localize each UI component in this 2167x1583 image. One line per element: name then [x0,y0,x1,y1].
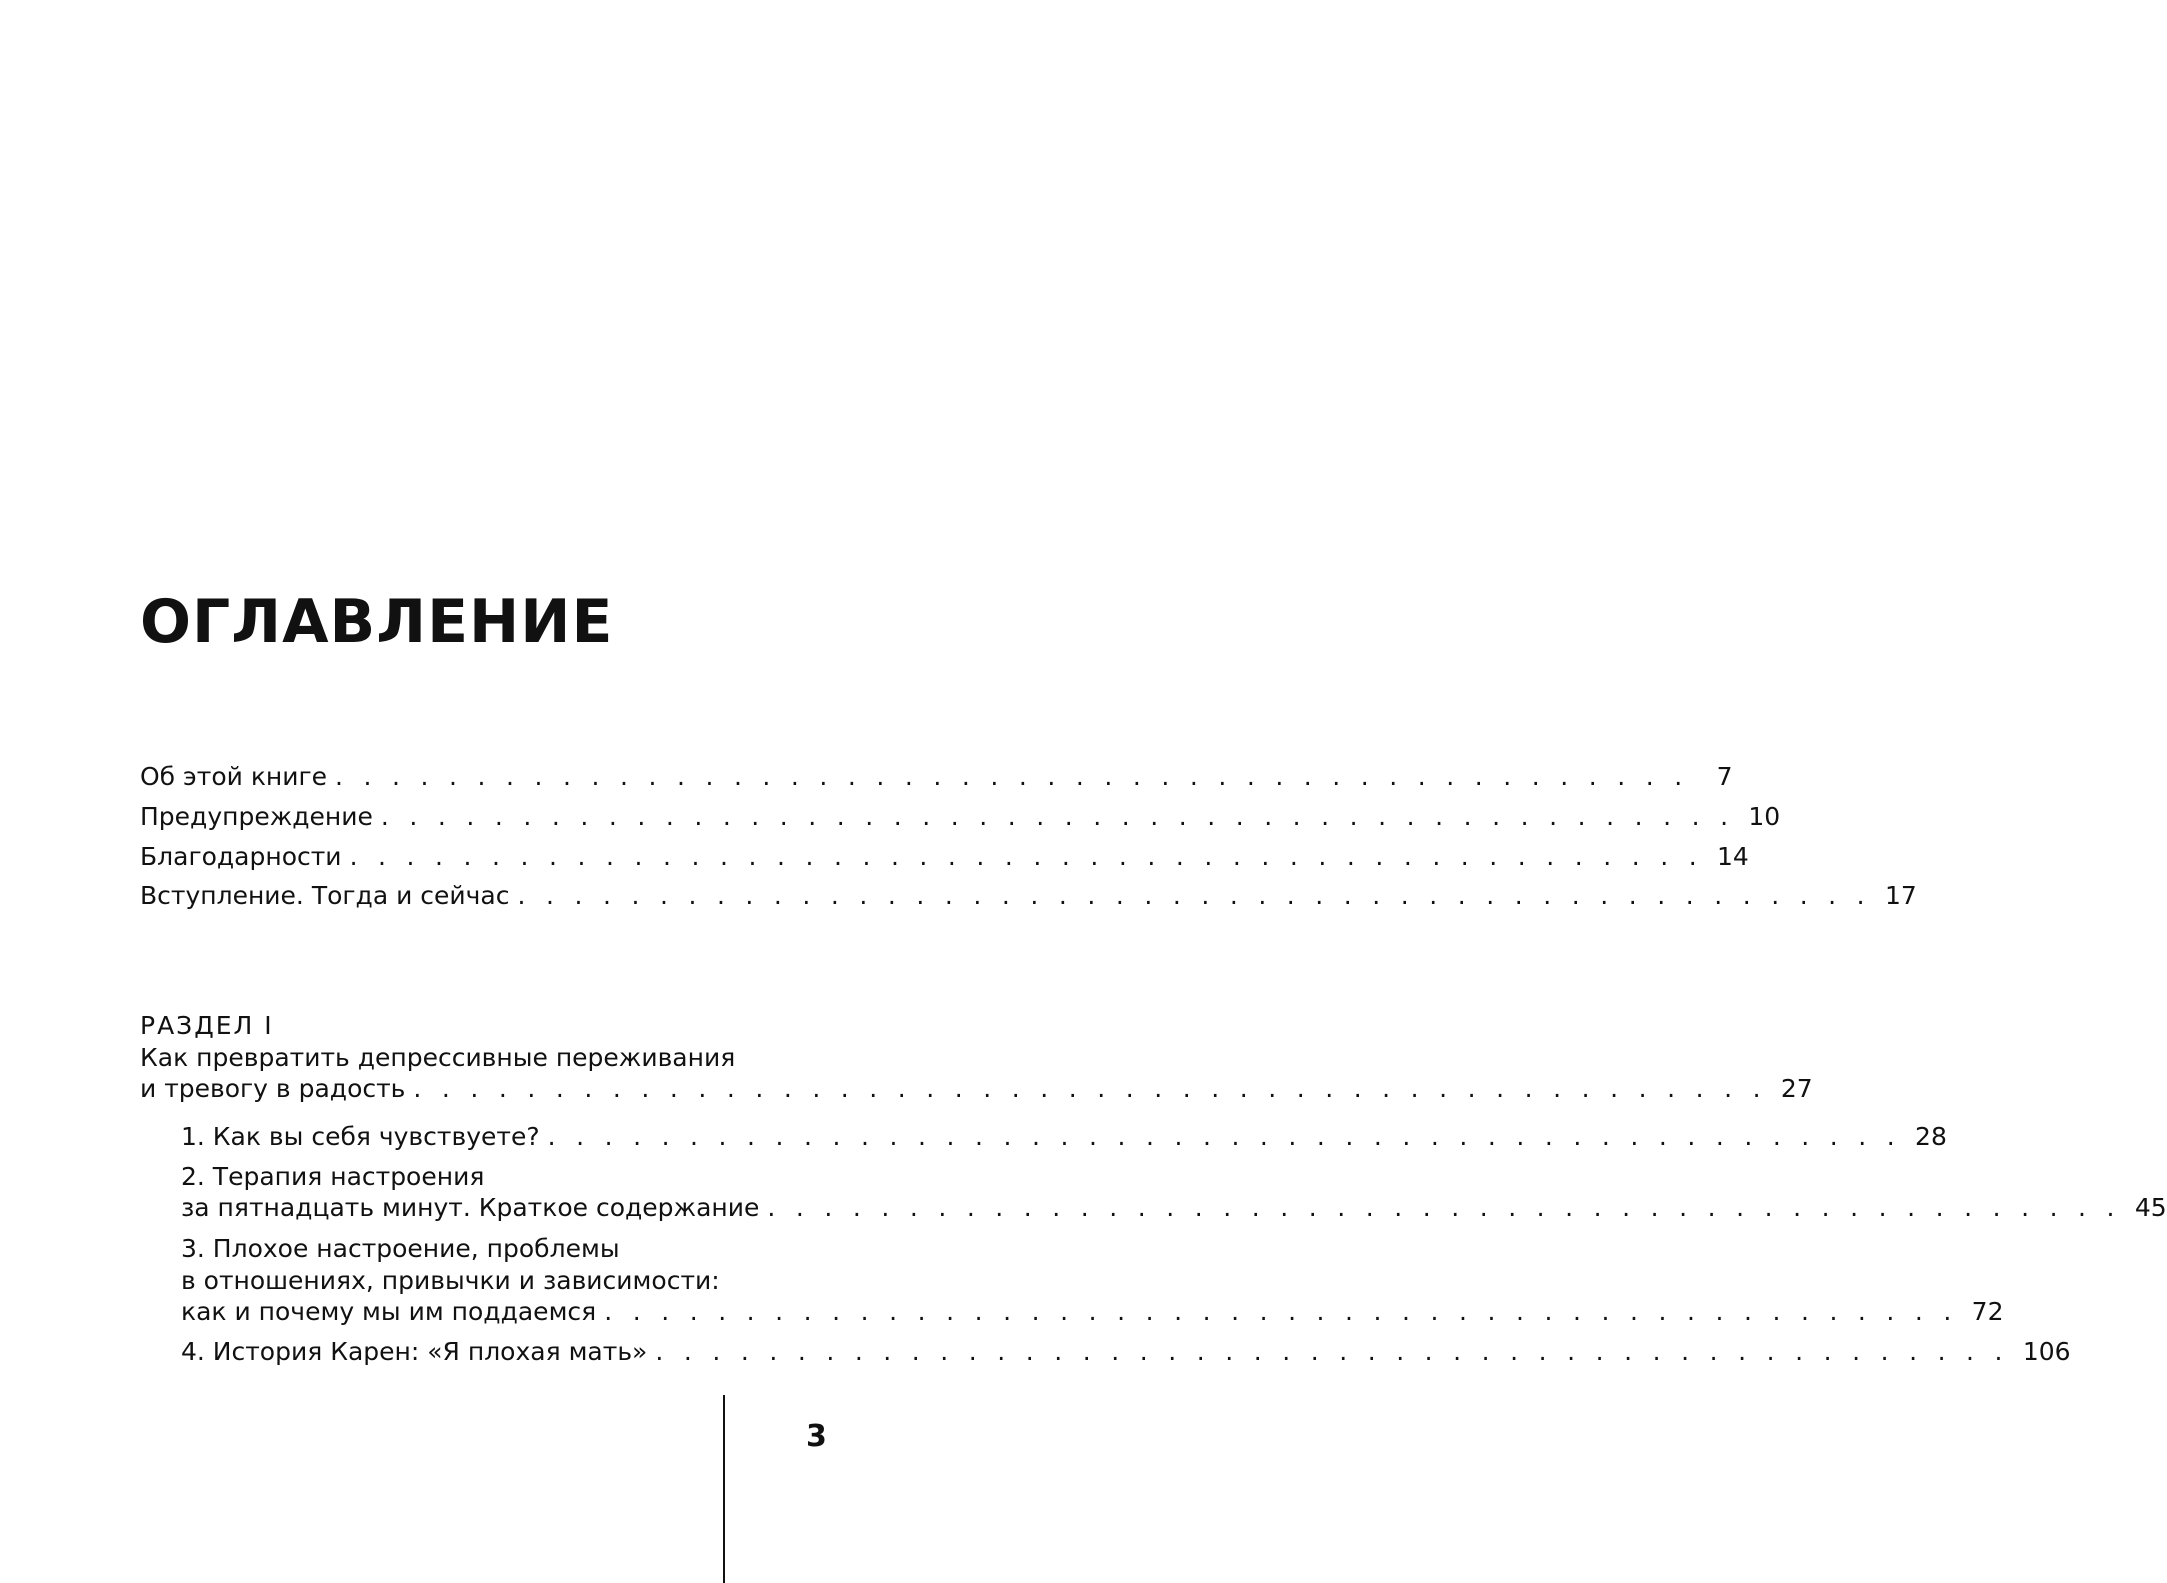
toc-entry[interactable] [140,839,1749,875]
chapter-entry[interactable] [181,1294,2004,1330]
chapter-label[interactable]: 2. Терапия настроения [181,1162,485,1191]
section-title-line[interactable]: Как превратить депрессивные переживания [140,1043,736,1072]
toc-entry-label: Об этой книге [140,762,328,791]
chapter-label: 4. История Карен: «Я плохая мать» [181,1337,648,1366]
chapter-label[interactable]: 3. Плохое настроение, проблемы [181,1234,620,1263]
dot-leader: . . . . . . . . . . . . . . . . . . . . . . . . . . . . . . . . . . . . . . . . . . . . . . . . [767,1193,2121,1222]
section-heading: РАЗДЕЛ I [140,1011,274,1040]
page-divider-line [723,1395,725,1583]
toc-entry-page: 10 [1748,802,1781,831]
toc-entry[interactable] [140,799,1781,835]
section-title-entry[interactable] [140,1071,1813,1107]
dot-leader: . . . . . . . . . . . . . . . . . . . . . . . . . . . . . . . . . . . . . . . . . . . . . . . . [547,1122,1902,1151]
toc-entry-page: 14 [1717,842,1749,871]
page-number: 3 [806,1419,827,1454]
chapter-entry[interactable] [181,1334,2071,1370]
toc-entry[interactable] [140,878,1917,914]
toc-entry-page: 27 [1780,1074,1813,1103]
chapter-entry[interactable] [181,1119,1947,1155]
toc-entry[interactable] [140,759,1733,795]
chapter-page: 72 [1971,1297,2004,1326]
dot-leader: . . . . . . . . . . . . . . . . . . . . . . . . . . . . . . . . . . . . . . . . . . . . . . . . [349,842,1704,871]
page-title: ОГЛАВЛЕНИЕ [140,587,614,657]
chapter-label: как и почему мы им поддаемся [181,1297,597,1326]
toc-entry-page: 7 [1716,762,1733,791]
dot-leader: . . . . . . . . . . . . . . . . . . . . . . . . . . . . . . . . . . . . . . . . . . . . . . . . [380,802,1735,831]
chapter-entry[interactable] [181,1190,2167,1226]
dot-leader: . . . . . . . . . . . . . . . . . . . . . . . . . . . . . . . . . . . . . . . . . . . . . . . . [413,1074,1767,1103]
chapter-label[interactable]: в отношениях, привычки и зависимости: [181,1266,720,1295]
chapter-label: за пятнадцать минут. Краткое содержание [181,1193,760,1222]
dot-leader: . . . . . . . . . . . . . . . . . . . . . . . . . . . . . . . . . . . . . . . . . . . . . . . . [604,1297,1958,1326]
toc-entry-label: Вступление. Тогда и сейчас [140,881,510,910]
dot-leader: . . . . . . . . . . . . . . . . . . . . . . . . . . . . . . . . . . . . . . . . . . . . . . . . [655,1337,2009,1366]
dot-leader: . . . . . . . . . . . . . . . . . . . . . . . . . . . . . . . . . . . . . . . . . . . . . . . . [335,762,1689,791]
chapter-label: 1. Как вы себя чувствуете? [181,1122,540,1151]
section-title-line: и тревогу в радость [140,1074,406,1103]
toc-entry-label: Благодарности [140,842,342,871]
chapter-page: 45 [2134,1193,2167,1222]
dot-leader: . . . . . . . . . . . . . . . . . . . . . . . . . . . . . . . . . . . . . . . . . . . . . . . . [517,881,1871,910]
chapter-page: 106 [2022,1337,2071,1366]
toc-entry-label: Предупреждение [140,802,373,831]
chapter-page: 28 [1915,1122,1947,1151]
toc-entry-page: 17 [1884,881,1917,910]
